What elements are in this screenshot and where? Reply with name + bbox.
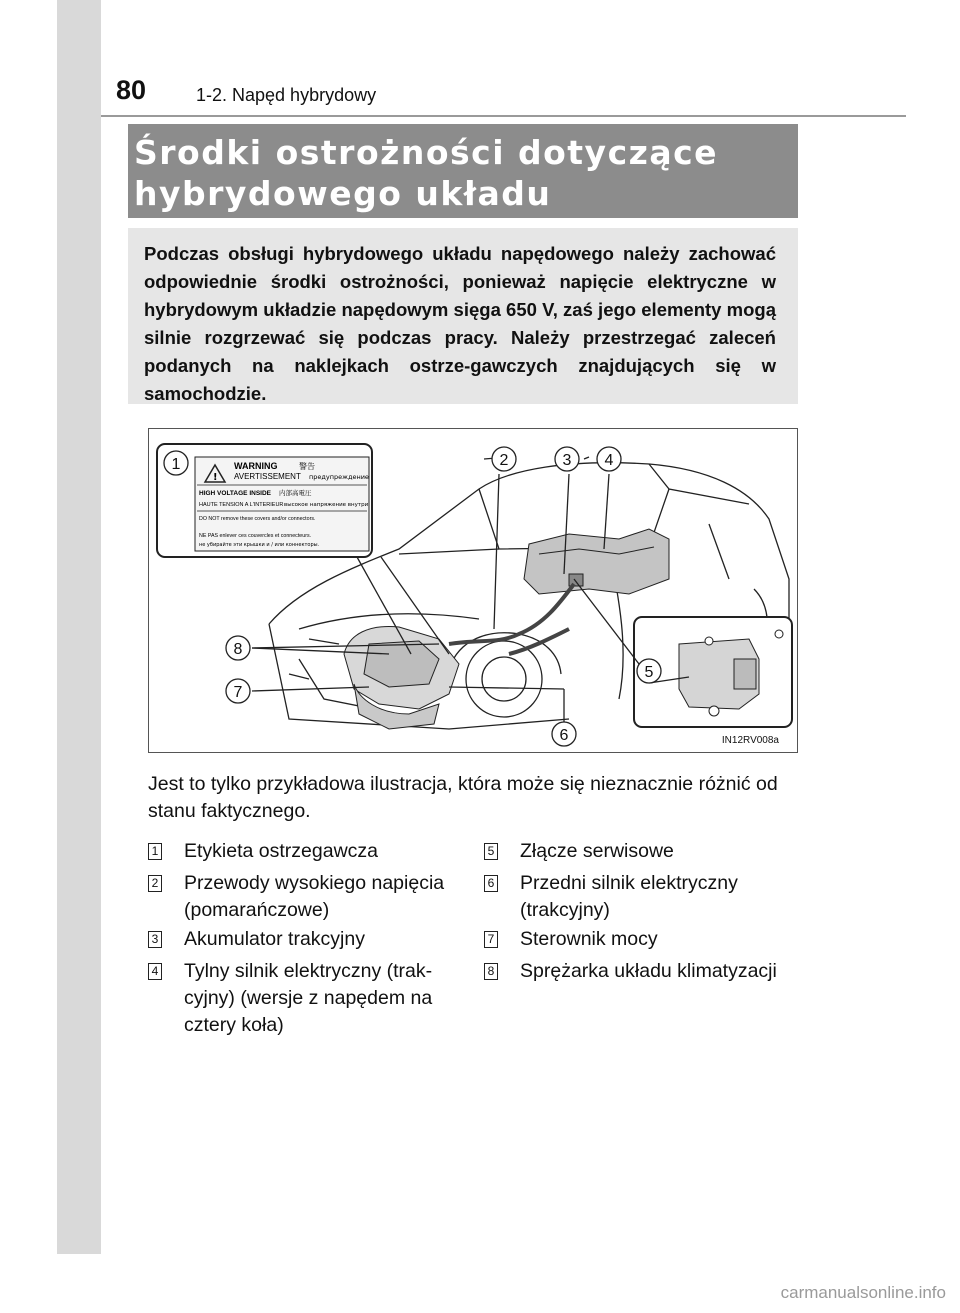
legend-number-4: 4 [148, 963, 162, 980]
label-avertissement: AVERTISSEMENT [234, 472, 301, 481]
legend-number-8: 8 [484, 963, 498, 980]
label-ru-hv: высокое напряжение внутри [284, 502, 369, 508]
callout-7: 7 [233, 684, 243, 701]
legend-text-1: Etykieta ostrzegawcza [184, 840, 379, 862]
label-hv-jp: 内部高電圧 [279, 489, 312, 497]
title-box [128, 124, 798, 218]
legend-text-3: Akumulator trakcyjny [184, 928, 365, 950]
label-hv-inside: HIGH VOLTAGE INSIDE [199, 490, 271, 497]
legend-text-4c: cztery koła) [184, 1014, 284, 1036]
label-haute-tension: HAUTE TENSION A L'INTERIEUR [199, 502, 284, 508]
title-line-1: Środki ostrożności dotyczące [134, 133, 719, 172]
legend-text-2a: Przewody wysokiego napięcia [184, 872, 445, 894]
intro-text: Podczas obsługi hybrydowego układu napędowego należy zachować odpowiednie środki ostrożności, ponieważ napięcie elektryczne w hybrydowym układzie napędowym sięga 650 V, zaś jego elementy mogą silnie rozgrzewać się podczas pracy. Należy przestrzegać zaleceń podanych na naklejkach ostrze-gawczych znajdujących się w samochodzie. [144, 243, 776, 404]
legend-number-6: 6 [484, 875, 498, 892]
legend-text-2b: (pomarańczowe) [184, 899, 330, 921]
footer-watermark[interactable]: carmanualsonline.info [780, 1283, 946, 1302]
callout-2: 2 [499, 452, 509, 469]
legend-number-1: 1 [148, 843, 162, 860]
legend-text-8: Sprężarka układu klimatyzacji [520, 960, 777, 982]
hv-cables [449, 584, 574, 654]
intro-box [128, 228, 798, 404]
car-illustration [149, 429, 798, 753]
traction-battery [524, 529, 669, 594]
engine-components [344, 626, 459, 729]
figure-code: IN12RV008a [721, 735, 779, 746]
label-warning-text: WARNING [234, 461, 278, 471]
legend-text-7: Sterownik mocy [520, 928, 658, 950]
label-ne-pas: NE PAS enlever ces couvercles et connecteurs. [199, 533, 312, 539]
figure-caption: Jest to tylko przykładowa ilustracja, która może się nieznacznie różnić od stanu faktycznego. [148, 773, 778, 822]
page-number: 80 [116, 75, 147, 105]
label-do-not: DO NOT remove these covers and/or connectors. [199, 516, 316, 522]
legend-number-5: 5 [484, 843, 498, 860]
legend-number-2: 2 [148, 875, 162, 892]
hybrid-system-figure [148, 428, 798, 753]
legend-text-5: Złącze serwisowe [520, 840, 674, 862]
callout-5: 5 [644, 664, 654, 681]
callout-1: 1 [171, 456, 181, 473]
legend-number-3: 3 [148, 931, 162, 948]
header-rule [101, 115, 906, 117]
label-ru-do-not: не убирайте эти крышки и / или коннекторы. [199, 542, 320, 548]
warning-exclamation: ! [213, 472, 218, 483]
legend-text-6b: (trakcyjny) [520, 899, 610, 921]
callout-6: 6 [559, 727, 569, 744]
label-jp-warning: 警告 [299, 462, 315, 471]
callout-8: 8 [233, 641, 243, 658]
title-line-2: hybrydowego układu [134, 174, 552, 213]
label-ru-warning: предупреждение [309, 473, 369, 481]
callout-3: 3 [562, 452, 572, 469]
legend-number-7: 7 [484, 931, 498, 948]
margin-thumb-bar [57, 0, 101, 1254]
legend-text-4b: cyjny) (wersje z napędem na [184, 987, 433, 1009]
legend-text-4a: Tylny silnik elektryczny (trak- [184, 960, 433, 982]
section-label: 1-2. Napęd hybrydowy [196, 85, 377, 105]
callout-4: 4 [604, 452, 614, 469]
legend-text-6a: Przedni silnik elektryczny [520, 872, 738, 894]
